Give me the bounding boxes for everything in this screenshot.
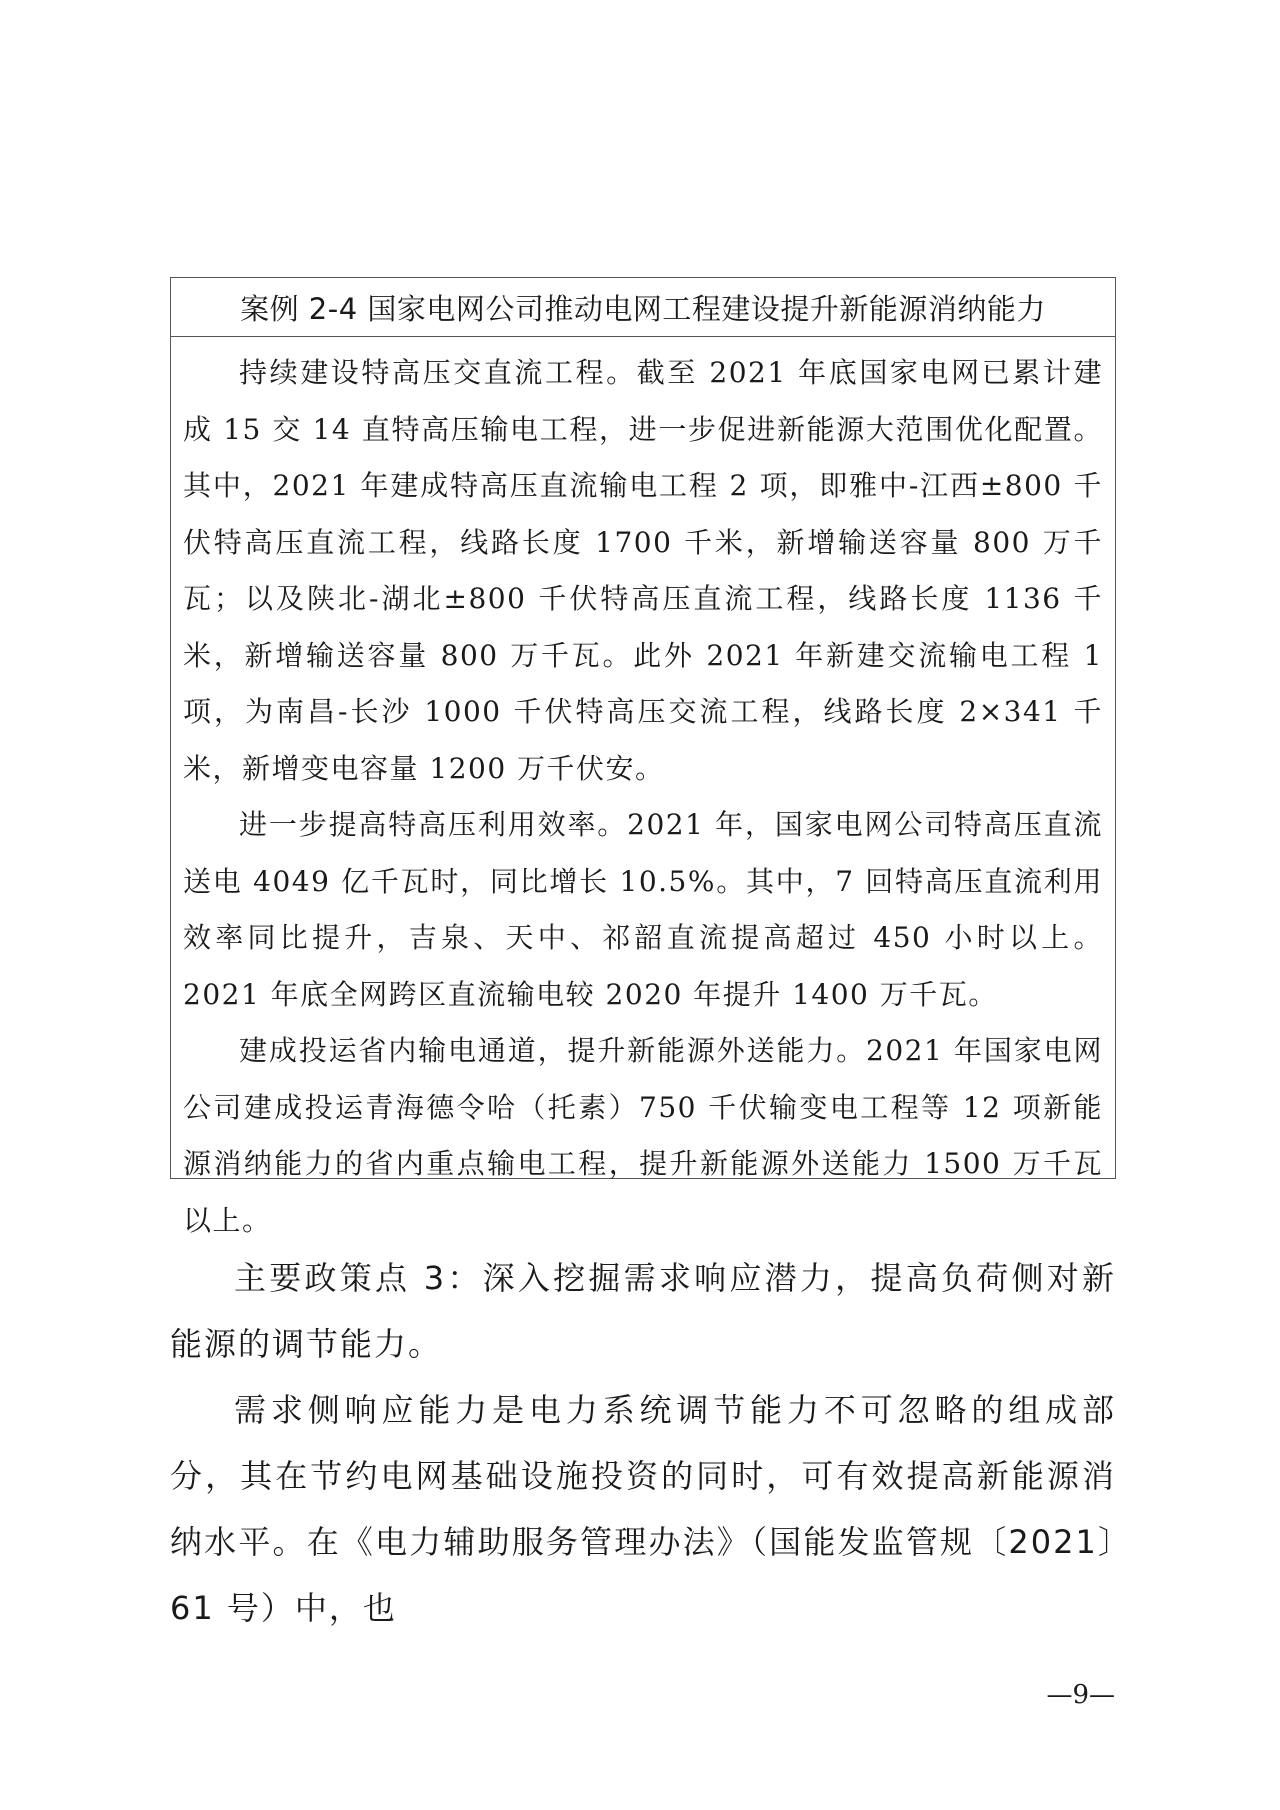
policy-point-heading: 主要政策点 3：深入挖掘需求响应潜力，提高负荷侧对新能源的调节能力。 xyxy=(170,1259,1116,1363)
case-title: 案例 2-4 国家电网公司推动电网工程建设提升新能源消纳能力 xyxy=(171,278,1115,337)
case-body xyxy=(171,337,1115,1249)
main-text xyxy=(170,1245,1116,1641)
case-box xyxy=(170,277,1116,1237)
body-paragraph: 需求侧响应能力是电力系统调节能力不可忽略的组成部分，其在节约电网基础设施投资的同时，可有效提高新能源消纳水平。在《电力辅助服务管理办法》（国能发监管规〔2021〕61 号）中，也 xyxy=(170,1391,1116,1627)
page-number: —9— xyxy=(1046,1680,1115,1710)
case-paragraph: 进一步提高特高压利用效率。2021 年，国家电网公司特高压直流送电 4049 亿千瓦时，同比增长 10.5%。其中，7 回特高压直流利用效率同比提升，吉泉、天中、祁韶直流提高超过 450 小时以上。2021 年底全网跨区直流输电较 2020 年提升 1400 万千瓦。 xyxy=(183,808,1103,1011)
case-paragraph: 持续建设特高压交直流工程。截至 2021 年底国家电网已累计建成 15 交 14 直特高压输电工程，进一步促进新能源大范围优化配置。其中，2021 年建成特高压直流输电工程 2 项，即雅中-江西±800 千伏特高压直流工程，线路长度 1700 千米，新增输送容量 800 万千瓦；以及陕北-湖北±800 千伏特高压直流工程，线路长度 1136 千米，新增输送容量 800 万千瓦。此外 2021 年新建交流输电工程 1 项，为南昌-长沙 1000 千伏特高压交流工程，线路长度 2×341 千米，新增变电容量 1200 万千伏安。 xyxy=(183,356,1103,785)
case-paragraph: 建成投运省内输电通道，提升新能源外送能力。2021 年国家电网公司建成投运青海德令哈（托素）750 千伏输变电工程等 12 项新能源消纳能力的省内重点输电工程，提升新能源外送能力 1500 万千瓦以上。 xyxy=(183,1034,1103,1237)
